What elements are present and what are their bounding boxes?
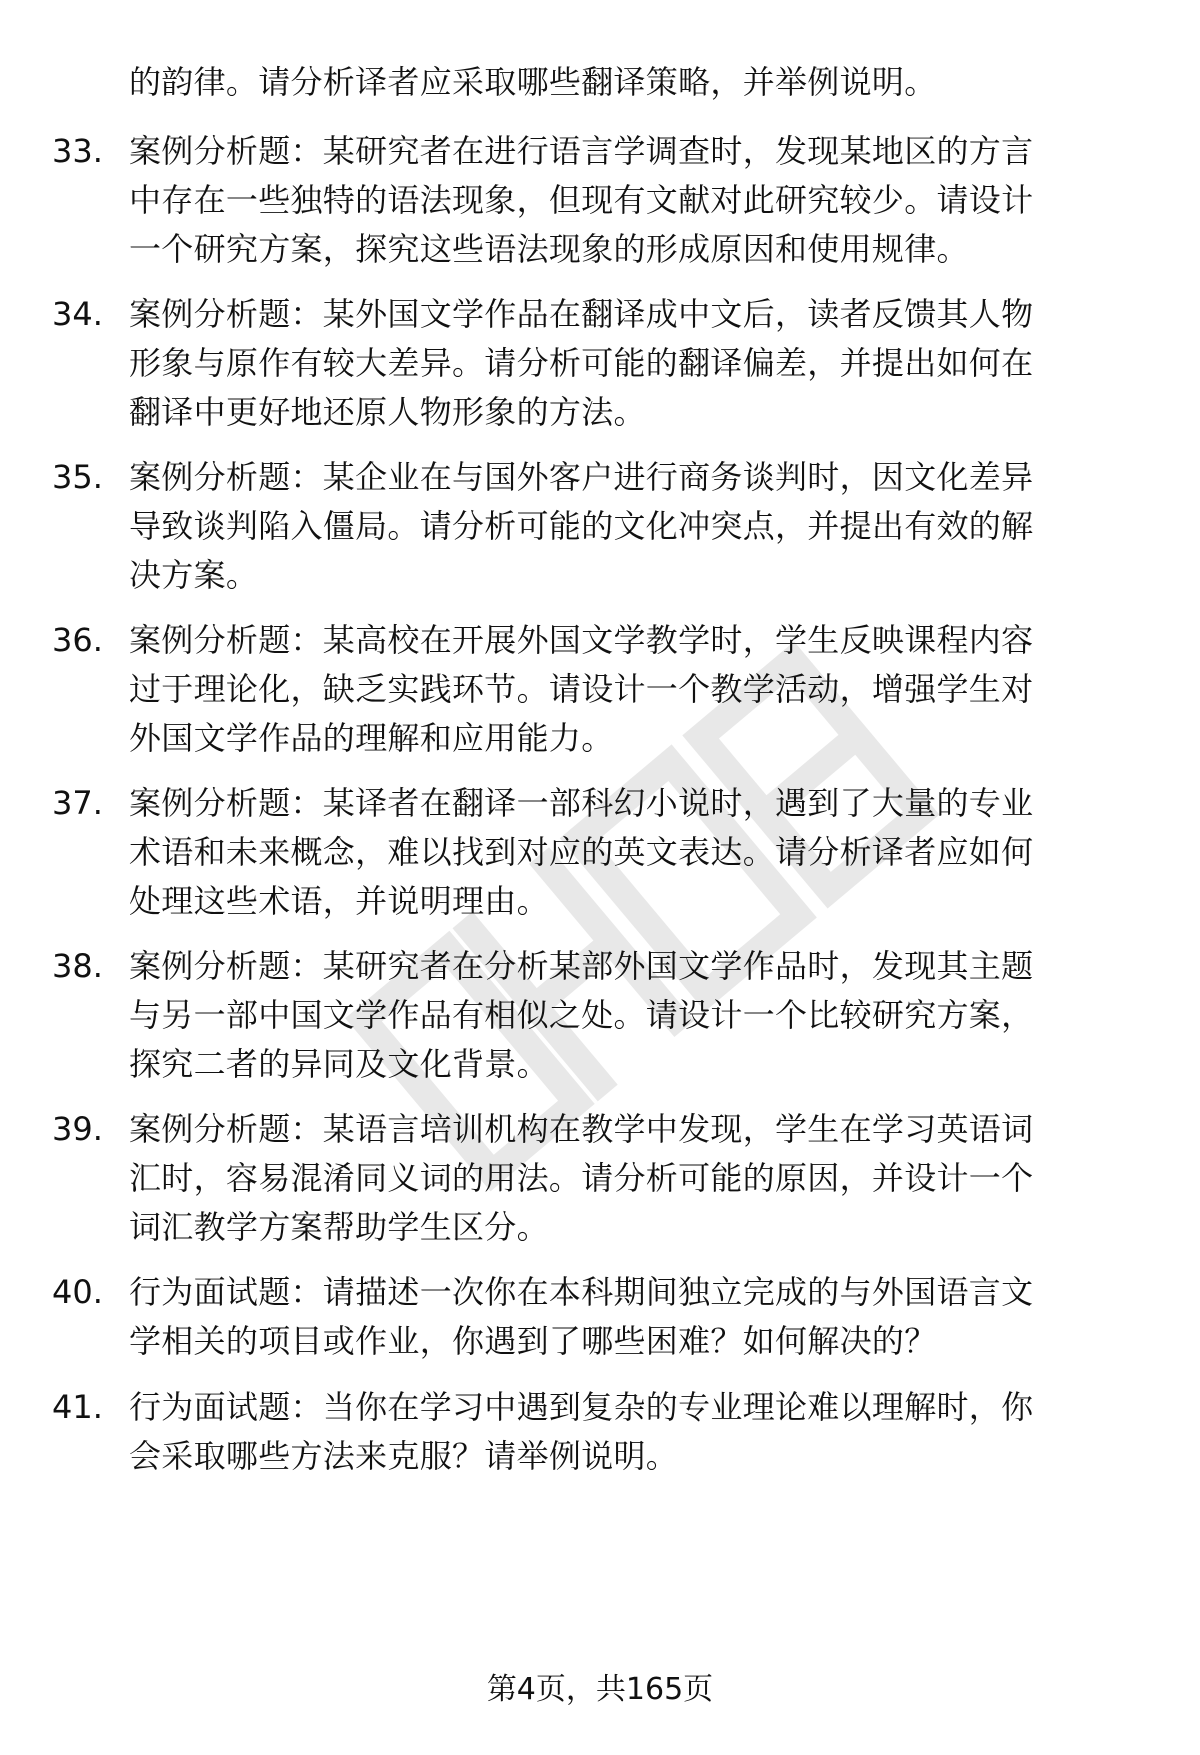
item-text-line: 决方案。: [129, 556, 259, 594]
item-text-line: 学相关的项目或作业，你遇到了哪些困难？如何解决的？: [129, 1322, 937, 1360]
item-text-line: 翻译中更好地还原人物形象的方法。: [129, 393, 646, 431]
item-number: 33.: [52, 132, 103, 170]
item-text-line: 术语和未来概念，难以找到对应的英文表达。请分析译者应如何: [129, 833, 1034, 871]
item-text-line: 导致谈判陷入僵局。请分析可能的文化冲突点，并提出有效的解: [129, 507, 1034, 545]
item-text-line: 案例分析题：某企业在与国外客户进行商务谈判时，因文化差异: [129, 458, 1034, 496]
item-text-line: 一个研究方案，探究这些语法现象的形成原因和使用规律。: [129, 230, 969, 268]
item-number: 36.: [52, 621, 103, 659]
item-text-line: 行为面试题：当你在学习中遇到复杂的专业理论难以理解时，你: [129, 1388, 1034, 1426]
item-number: 37.: [52, 784, 103, 822]
item-text-line: 案例分析题：某研究者在分析某部外国文学作品时，发现其主题: [129, 947, 1034, 985]
item-text-line: 探究二者的异同及文化背景。: [129, 1045, 549, 1083]
item-text-line: 案例分析题：某译者在翻译一部科幻小说时，遇到了大量的专业: [129, 784, 1034, 822]
item-text-line: 中存在一些独特的语法现象，但现有文献对此研究较少。请设计: [129, 181, 1034, 219]
item-text-line: 与另一部中国文学作品有相似之处。请设计一个比较研究方案，: [129, 996, 1034, 1034]
item-text-line: 外国文学作品的理解和应用能力。: [129, 719, 614, 757]
item-text: [129, 1105, 1149, 1252]
item-number: 35.: [52, 458, 103, 496]
item-text: [129, 1383, 1149, 1481]
item-text-line: 案例分析题：某语言培训机构在教学中发现，学生在学习英语词: [129, 1110, 1034, 1148]
item-number: 38.: [52, 947, 103, 985]
continued-question-text: 的韵律。请分析译者应采取哪些翻译策略，并举例说明。: [129, 63, 937, 101]
item-text-line: 案例分析题：某高校在开展外国文学教学时，学生反映课程内容: [129, 621, 1034, 659]
page-footer: 第4页，共165页: [486, 1672, 714, 1707]
item-text: [129, 290, 1149, 437]
item-text-line: 案例分析题：某研究者在进行语言学调查时，发现某地区的方言: [129, 132, 1034, 170]
item-text: [129, 1268, 1149, 1366]
item-text: [129, 942, 1149, 1089]
item-text: [129, 453, 1149, 600]
item-number: 39.: [52, 1110, 103, 1148]
item-number: 34.: [52, 295, 103, 333]
item-number: 40.: [52, 1273, 103, 1311]
item-number: 41.: [52, 1388, 103, 1426]
item-text-line: 处理这些术语，并说明理由。: [129, 882, 549, 920]
item-text-line: 汇时，容易混淆同义词的用法。请分析可能的原因，并设计一个: [129, 1159, 1034, 1197]
item-text-line: 过于理论化，缺乏实践环节。请设计一个教学活动，增强学生对: [129, 670, 1034, 708]
item-text: [129, 127, 1149, 274]
item-text: [129, 779, 1149, 926]
item-text-line: 案例分析题：某外国文学作品在翻译成中文后，读者反馈其人物: [129, 295, 1034, 333]
item-text-line: 行为面试题：请描述一次你在本科期间独立完成的与外国语言文: [129, 1273, 1034, 1311]
item-text-line: 形象与原作有较大差异。请分析可能的翻译偏差，并提出如何在: [129, 344, 1034, 382]
item-text: [129, 616, 1149, 763]
item-text-line: 词汇教学方案帮助学生区分。: [129, 1208, 549, 1246]
item-text-line: 会采取哪些方法来克服？请举例说明。: [129, 1437, 679, 1475]
